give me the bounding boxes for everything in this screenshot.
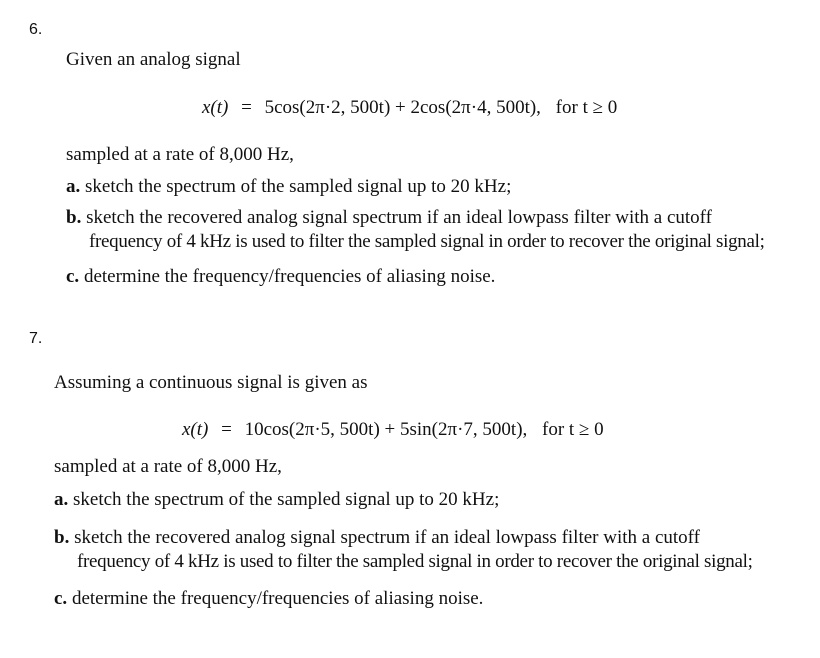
item-text: sketch the spectrum of the sampled signal up to 20 kHz; — [73, 489, 500, 510]
item-label: a. — [66, 176, 81, 197]
equation-lhs: x(t) — [182, 419, 209, 440]
signal-equation — [182, 419, 604, 441]
item-label: c. — [54, 588, 68, 609]
sampling-rate-text: sampled at a rate of 8,000 Hz, — [66, 144, 294, 165]
list-item — [66, 207, 712, 229]
item-text: determine the frequency/frequencies of aliasing noise. — [71, 588, 484, 609]
equation-condition: for t ≥ 0 — [555, 97, 618, 118]
list-item — [54, 588, 483, 610]
list-item — [54, 527, 700, 549]
sampling-rate-text: sampled at a rate of 8,000 Hz, — [54, 456, 282, 477]
list-item — [66, 176, 511, 198]
item-label: c. — [66, 266, 80, 287]
list-item — [54, 489, 499, 511]
list-item — [66, 266, 495, 288]
item-text: sketch the spectrum of the sampled signal up to 20 kHz; — [85, 176, 512, 197]
problem-number: 7. — [29, 330, 43, 347]
item-label: b. — [66, 207, 82, 228]
signal-equation — [202, 97, 617, 119]
equation-condition: for t ≥ 0 — [542, 419, 604, 440]
problem-number: 6. — [29, 21, 43, 38]
item-text: sketch the recovered analog signal spectrum if an ideal lowpass filter with a cutoff — [74, 527, 700, 548]
problem-intro: Given an analog signal — [66, 49, 241, 70]
equation-lhs: x(t) — [202, 97, 229, 118]
item-label: a. — [54, 489, 69, 510]
equation-rhs: 10cos(2π·5, 500t) + 5sin(2π·7, 500t), — [244, 419, 528, 440]
problem-intro: Assuming a continuous signal is given as — [54, 372, 368, 393]
equation-rhs: 5cos(2π·2, 500t) + 2cos(2π·4, 500t), — [264, 97, 541, 118]
item-text-continued: frequency of 4 kHz is used to filter the sampled signal in order to recover the original signal; — [77, 551, 753, 572]
item-text: sketch the recovered analog signal spectrum if an ideal lowpass filter with a cutoff — [86, 207, 712, 228]
equation-equals: = — [221, 419, 232, 440]
item-text: determine the frequency/frequencies of aliasing noise. — [83, 266, 496, 287]
equation-equals: = — [241, 97, 252, 118]
item-text-continued: frequency of 4 kHz is used to filter the sampled signal in order to recover the original signal; — [89, 231, 765, 252]
item-label: b. — [54, 527, 70, 548]
